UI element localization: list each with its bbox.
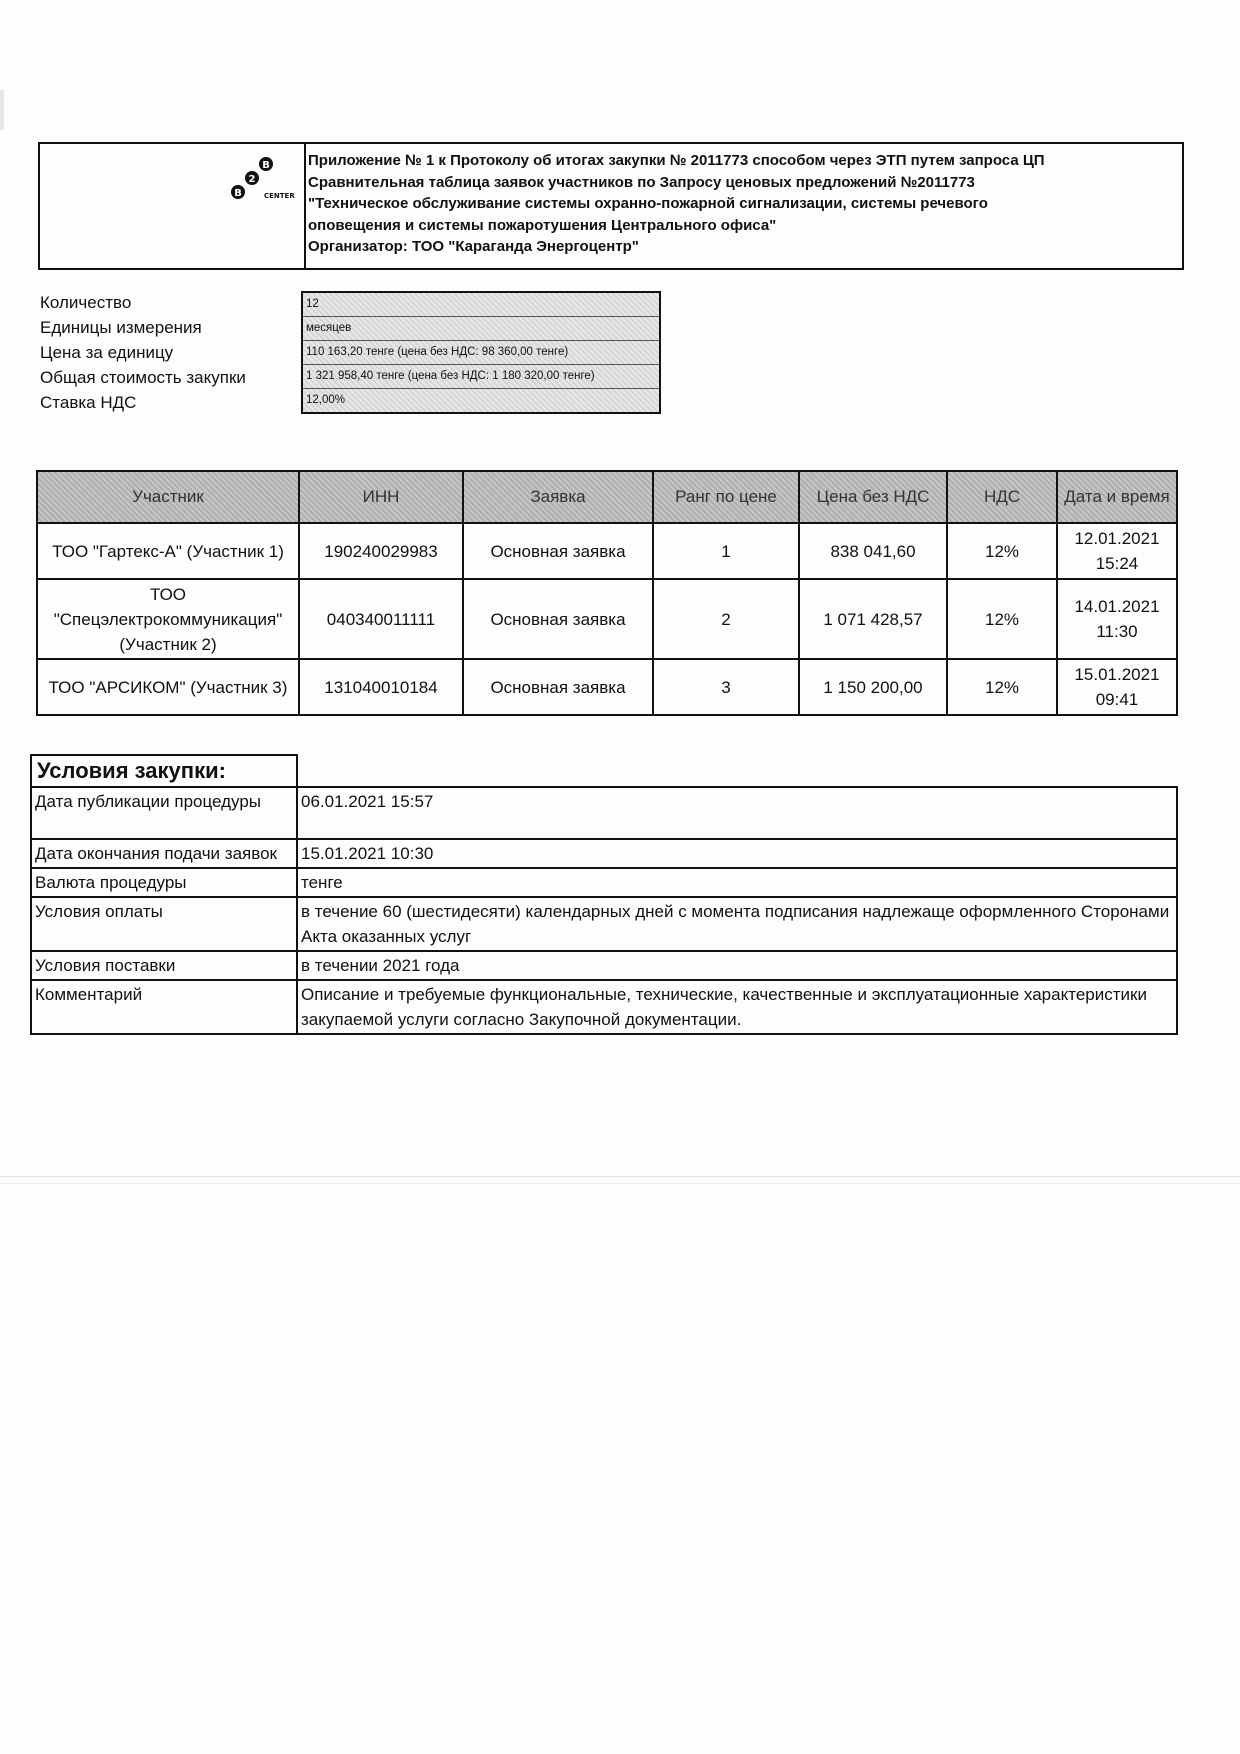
- bids-header-row: [37, 471, 1177, 523]
- header-line-4: оповещения и системы пожаротушения Центрального офиса": [308, 216, 777, 234]
- summary-values: [301, 291, 661, 414]
- cell-vat: 12%: [947, 659, 1057, 715]
- table-row: [37, 579, 1177, 659]
- conditions-title: Условия закупки:: [31, 755, 297, 787]
- summary-labels: [40, 290, 246, 415]
- logo-letter-1: B: [262, 160, 270, 171]
- column-header-bid: Заявка: [463, 471, 653, 523]
- conditions-title-row: [31, 755, 1177, 787]
- logo-letter-2: 2: [248, 174, 256, 185]
- cell-rank: 2: [653, 579, 799, 659]
- condition-label: Дата публикации процедуры: [31, 787, 297, 839]
- summary-label-quantity: Количество: [40, 293, 132, 312]
- cell-vat: 12%: [947, 523, 1057, 579]
- cell-datetime: [1057, 659, 1177, 715]
- header-line-5: Организатор: ТОО "Караганда Энергоцентр": [308, 238, 639, 255]
- condition-label: Дата окончания подачи заявок: [31, 839, 297, 868]
- table-row: [31, 868, 1177, 897]
- cell-bid: Основная заявка: [463, 523, 653, 579]
- cell-time: 09:41: [1095, 690, 1139, 709]
- scan-fold-line: [0, 1176, 1240, 1177]
- table-row: [31, 839, 1177, 868]
- table-row: [31, 787, 1177, 839]
- condition-label: Условия оплаты: [31, 897, 297, 951]
- condition-value: тенге: [297, 868, 1177, 897]
- scan-edge-mark: [0, 90, 4, 130]
- column-header-datetime: Дата и время: [1057, 471, 1177, 523]
- b2b-center-logo: [216, 156, 316, 206]
- table-row: [37, 523, 1177, 579]
- cell-rank: 3: [653, 659, 799, 715]
- table-row: [37, 659, 1177, 715]
- summary-label-vat-rate: Ставка НДС: [40, 393, 137, 412]
- header-line-2: Сравнительная таблица заявок участников по Запросу ценовых предложений №2011773: [308, 173, 975, 191]
- column-header-price: Цена без НДС: [799, 471, 947, 523]
- cell-date: 15.01.2021: [1074, 665, 1160, 684]
- cell-price: 838 041,60: [799, 523, 947, 579]
- condition-label: Комментарий: [31, 980, 297, 1034]
- summary-label-total-cost: Общая стоимость закупки: [40, 368, 246, 387]
- column-header-rank: Ранг по цене: [653, 471, 799, 523]
- cell-date: 14.01.2021: [1074, 597, 1160, 616]
- cell-time: 11:30: [1096, 622, 1138, 641]
- document-header: [38, 142, 1184, 270]
- summary-value-quantity: 12: [303, 293, 659, 317]
- cell-inn: 190240029983: [299, 523, 463, 579]
- column-header-participant: Участник: [37, 471, 299, 523]
- condition-label: Условия поставки: [31, 951, 297, 980]
- summary-value-total-cost: 1 321 958,40 тенге (цена без НДС: 1 180 320,00 тенге): [303, 365, 659, 389]
- bids-table: [36, 470, 1178, 716]
- cell-participant: ТОО "Спецэлектрокоммуникация" (Участник 2): [37, 579, 299, 659]
- column-header-vat: НДС: [947, 471, 1057, 523]
- table-row: [31, 980, 1177, 1034]
- summary-value-unit: месяцев: [303, 317, 659, 341]
- summary-value-vat-rate: 12,00%: [303, 389, 659, 412]
- header-line-3: "Техническое обслуживание системы охранно-пожарной сигнализации, системы речевого: [308, 195, 988, 212]
- condition-label: Валюта процедуры: [31, 868, 297, 897]
- conditions-table: [30, 754, 1178, 1035]
- logo-letter-3: B: [234, 188, 242, 199]
- summary-label-unit: Единицы измерения: [40, 318, 202, 337]
- condition-value: 06.01.2021 15:57: [297, 787, 1177, 839]
- logo-cell: [40, 144, 306, 268]
- cell-participant: ТОО "АРСИКОМ" (Участник 3): [37, 659, 299, 715]
- cell-price: 1 150 200,00: [799, 659, 947, 715]
- condition-value: Описание и требуемые функциональные, технические, качественные и эксплуатационные характеристики закупаемой услуги согласно Закупочной документации.: [297, 980, 1177, 1034]
- column-header-inn: ИНН: [299, 471, 463, 523]
- cell-bid: Основная заявка: [463, 579, 653, 659]
- summary-label-unit-price: Цена за единицу: [40, 343, 174, 362]
- logo-subtitle: CENTER: [264, 192, 295, 200]
- condition-value: 15.01.2021 10:30: [297, 839, 1177, 868]
- cell-price: 1 071 428,57: [799, 579, 947, 659]
- cell-datetime: [1057, 579, 1177, 659]
- conditions-title-spacer: [297, 755, 1177, 787]
- cell-time: 15:24: [1095, 554, 1139, 573]
- cell-inn: 131040010184: [299, 659, 463, 715]
- table-row: [31, 951, 1177, 980]
- header-line-1: Приложение № 1 к Протоколу об итогах закупки № 2011773 способом через ЭТП путем запроса ЦП: [308, 152, 1045, 169]
- cell-participant: ТОО "Гартекс-А" (Участник 1): [37, 523, 299, 579]
- scan-fold-line-secondary: [0, 1183, 1240, 1184]
- summary-value-unit-price: 110 163,20 тенге (цена без НДС: 98 360,00 тенге): [303, 341, 659, 365]
- condition-value: в течении 2021 года: [297, 951, 1177, 980]
- cell-date: 12.01.2021: [1074, 529, 1160, 548]
- cell-datetime: [1057, 523, 1177, 579]
- cell-inn: 040340011111: [299, 579, 463, 659]
- cell-rank: 1: [653, 523, 799, 579]
- table-row: [31, 897, 1177, 951]
- header-text: [308, 150, 1172, 258]
- cell-vat: 12%: [947, 579, 1057, 659]
- condition-value: в течение 60 (шестидесяти) календарных дней с момента подписания надлежаще оформленного Сторонами Акта оказанных услуг: [297, 897, 1177, 951]
- cell-bid: Основная заявка: [463, 659, 653, 715]
